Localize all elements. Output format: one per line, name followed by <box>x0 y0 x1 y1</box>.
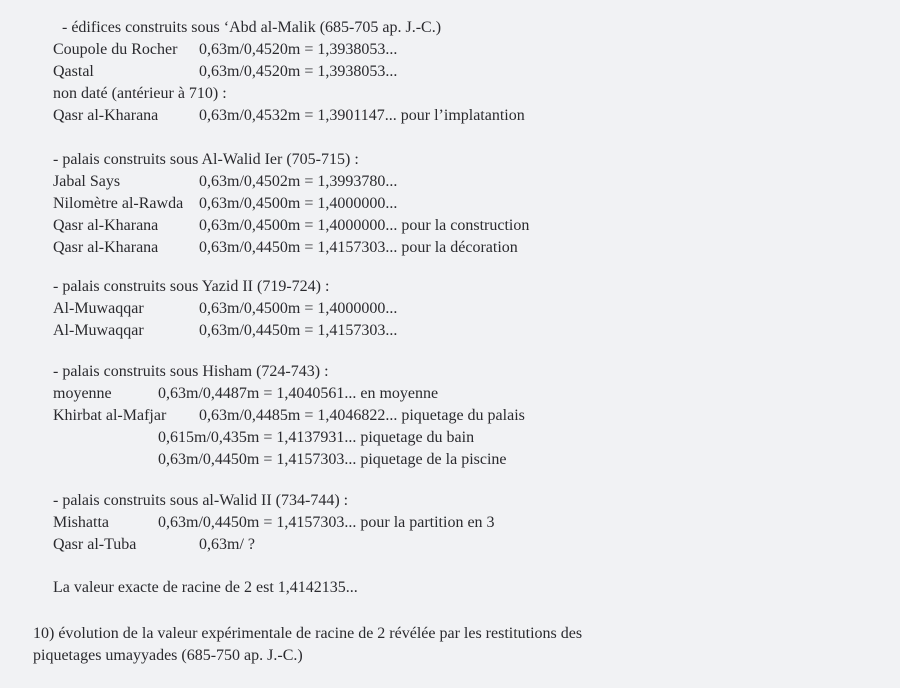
section-heading-yazid-2: - palais construits sous Yazid II (719-724) : <box>53 278 330 295</box>
row-site-nilometre: Nilomètre al-Rawda <box>53 195 184 212</box>
row-site-qastal: Qastal <box>53 63 94 80</box>
row-calc-kharana-decoration: 0,63m/0,4450m = 1,4157303... pour la décoration <box>199 239 518 256</box>
row-site-muwaqqar-2: Al-Muwaqqar <box>53 322 144 339</box>
row-calc-muwaqqar-1: 0,63m/0,4500m = 1,4000000... <box>199 300 398 317</box>
row-site-kharana-construction: Qasr al-Kharana <box>53 217 159 234</box>
row-calc-coupole: 0,63m/0,4520m = 1,3938053... <box>199 41 398 58</box>
row-site-kharana-decoration: Qasr al-Kharana <box>53 239 159 256</box>
row-calc-muwaqqar-2: 0,63m/0,4450m = 1,4157303... <box>199 322 398 339</box>
row-site-kharana-undated: Qasr al-Kharana <box>53 107 159 124</box>
row-site-mishatta: Mishatta <box>53 514 109 531</box>
section-heading-abd-al-malik: - édifices construits sous ‘Abd al-Malik (685-705 ap. J.-C.) <box>62 19 442 36</box>
section-heading-hisham: - palais construits sous Hisham (724-743) : <box>53 363 329 380</box>
row-calc-mishatta: 0,63m/0,4450m = 1,4157303... pour la partition en 3 <box>158 514 495 531</box>
exact-value-statement: La valeur exacte de racine de 2 est 1,4142135... <box>53 579 358 596</box>
row-calc-kharana-undated: 0,63m/0,4532m = 1,3901147... pour l’implatantion <box>199 107 525 124</box>
undated-label: non daté (antérieur à 710) : <box>53 85 227 102</box>
section-heading-walid-1: - palais construits sous Al-Walid Ier (705-715) : <box>53 151 359 168</box>
row-calc-bain: 0,615m/0,435m = 1,4137931... piquetage du bain <box>158 429 475 446</box>
row-calc-mafjar: 0,63m/0,4485m = 1,4046822... piquetage du palais <box>199 407 525 424</box>
row-site-muwaqqar-1: Al-Muwaqqar <box>53 300 144 317</box>
row-calc-nilometre: 0,63m/0,4500m = 1,4000000... <box>199 195 398 212</box>
row-site-qasr-tuba: Qasr al-Tuba <box>53 536 137 553</box>
row-site-coupole: Coupole du Rocher <box>53 41 178 58</box>
figure-caption-line-2: piquetages umayyades (685-750 ap. J.-C.) <box>33 647 303 664</box>
section-heading-walid-2: - palais construits sous al-Walid II (734-744) : <box>53 492 349 509</box>
row-calc-moyenne: 0,63m/0,4487m = 1,4040561... en moyenne <box>158 385 439 402</box>
row-calc-piscine: 0,63m/0,4450m = 1,4157303... piquetage de la piscine <box>158 451 507 468</box>
row-calc-jabal-says: 0,63m/0,4502m = 1,3993780... <box>199 173 398 190</box>
row-calc-qastal: 0,63m/0,4520m = 1,3938053... <box>199 63 398 80</box>
row-site-mafjar: Khirbat al-Mafjar <box>53 407 167 424</box>
row-calc-kharana-construction: 0,63m/0,4500m = 1,4000000... pour la construction <box>199 217 530 234</box>
row-site-moyenne: moyenne <box>53 385 112 402</box>
figure-caption-line-1: 10) évolution de la valeur expérimentale de racine de 2 révélée par les restitutions des <box>33 625 583 642</box>
row-site-jabal-says: Jabal Says <box>53 173 121 190</box>
row-calc-qasr-tuba: 0,63m/ ? <box>199 536 255 553</box>
